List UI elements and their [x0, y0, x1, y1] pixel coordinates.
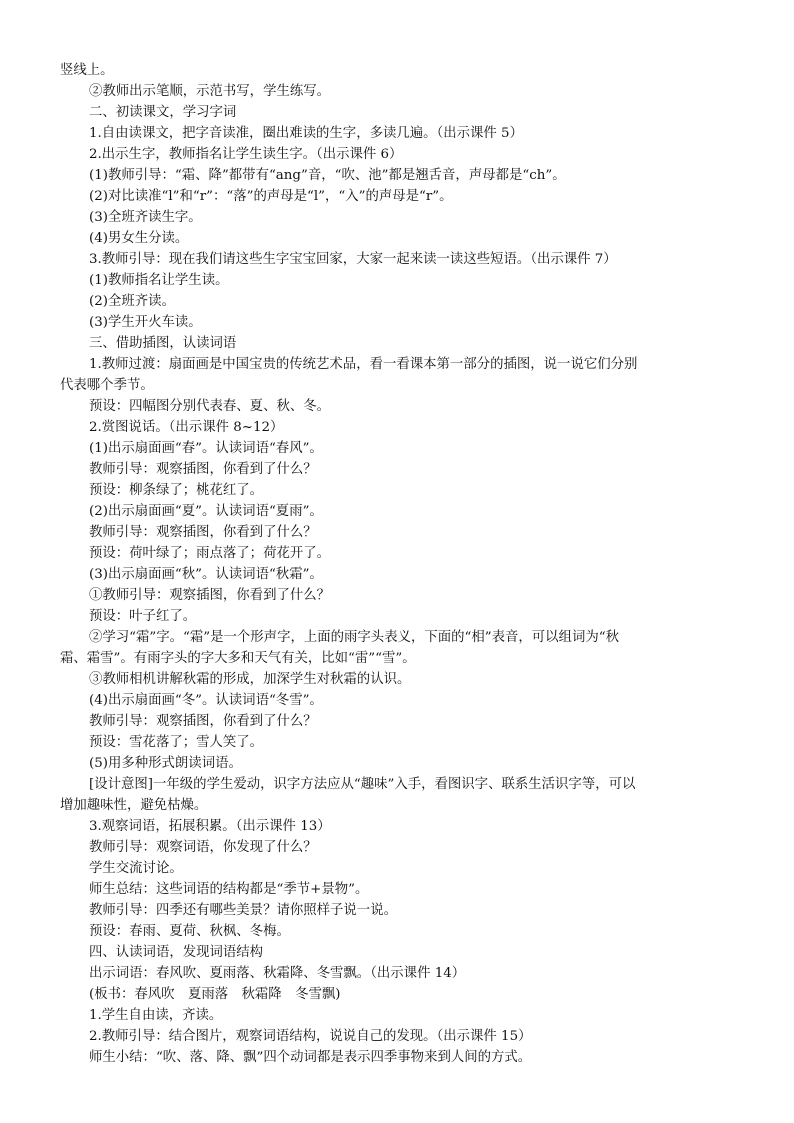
text-line: 霜、霜雪”。有雨字头的字大多和天气有关，比如“雷”“雪”。 [60, 651, 416, 666]
text-line: 增加趣味性，避免枯燥。 [60, 798, 208, 813]
text-line: ①教师引导：观察插图，你看到了什么？ [89, 588, 331, 603]
text-line: 教师引导：四季还有哪些美景？请你照样子说一说。 [89, 903, 397, 918]
text-line: (1)教师引导：“霜、降”都带有“ang”音，“吹、池”都是翘舌音，声母都是“ch”。 [89, 168, 566, 183]
text-line: 2.出示生字，教师指名让学生读生字。（出示课件 6） [89, 147, 403, 162]
text-line: 竖线上。 [60, 63, 114, 78]
text-line: ②学习“霜”字。“霜”是一个形声字，上面的雨字头表义，下面的“相”表音，可以组词为“秋 [89, 630, 619, 645]
text-line: 预设：四幅图分别代表春、夏、秋、冬。 [89, 399, 331, 414]
text-line: 3.教师引导：现在我们请这些生字宝宝回家，大家一起来读一读这些短语。（出示课件 7） [89, 252, 617, 267]
text-line: (3)出示扇面画“秋”。认读词语“秋霜”。 [89, 567, 323, 582]
text-line: 预设：荷叶绿了；雨点落了；荷花开了。 [89, 546, 331, 561]
text-line: 1.教师过渡：扇面画是中国宝贵的传统艺术品，看一看课本第一部分的插图，说一说它们分别 [89, 357, 638, 372]
section-heading: 三、借助插图，认读词语 [89, 336, 237, 351]
text-line: 预设：雪花落了；雪人笑了。 [89, 735, 264, 750]
text-line: 2.赏图说话。（出示课件 8~12） [89, 420, 284, 435]
text-line: (2)出示扇面画“夏”。认读词语“夏雨”。 [89, 504, 323, 519]
text-line: 教师引导：观察插图，你看到了什么？ [89, 462, 317, 477]
text-line: 学生交流讨论。 [89, 861, 183, 876]
text-line: 预设：叶子红了。 [89, 609, 197, 624]
board-writing: (板书：春风吹 夏雨落 秋霜降 冬雪飘) [89, 987, 341, 1002]
text-line: (5)用多种形式朗读词语。 [89, 756, 242, 771]
text-line: ②教师出示笔顺，示范书写，学生练写。 [89, 84, 331, 99]
text-line: 预设：春雨、夏荷、秋枫、冬梅。 [89, 924, 290, 939]
design-intent-note: [设计意图]一年级的学生爱动，识字方法应从“趣味”入手，看图识字、联系生活识字等，可以 [89, 777, 636, 792]
text-line: 教师引导：观察插图，你看到了什么？ [89, 714, 317, 729]
text-line: (3)学生开火车读。 [89, 315, 202, 330]
text-line: 师生总结：这些词语的结构都是“季节+景物”。 [89, 882, 369, 897]
text-line: 教师引导：观察词语，你发现了什么？ [89, 840, 317, 855]
text-line: (4)出示扇面画“冬”。认读词语“冬雪”。 [89, 693, 323, 708]
text-line: 预设：柳条绿了；桃花红了。 [89, 483, 264, 498]
section-heading: 二、初读课文，学习字词 [89, 105, 237, 120]
text-line: (2)全班齐读。 [89, 294, 175, 309]
text-line: 师生小结：“吹、落、降、飘”四个动词都是表示四季事物来到人间的方式。 [89, 1050, 532, 1065]
section-heading: 四、认读词语，发现词语结构 [89, 945, 264, 960]
text-line: (2)对比读准“l”和“r”：“落”的声母是“l”，“入”的声母是“r”。 [89, 189, 453, 204]
text-line: (1)教师指名让学生读。 [89, 273, 229, 288]
text-line: (1)出示扇面画“春”。认读词语“春风”。 [89, 441, 323, 456]
text-line: 代表哪个季节。 [60, 378, 154, 393]
text-line: 教师引导：观察插图，你看到了什么？ [89, 525, 317, 540]
text-line: 2.教师引导：结合图片，观察词语结构，说说自己的发现。（出示课件 15） [89, 1029, 532, 1044]
text-line: 1.自由读课文，把字音读准，圈出难读的生字，多读几遍。（出示课件 5） [89, 126, 523, 141]
text-line: 3.观察词语，拓展积累。（出示课件 13） [89, 819, 331, 834]
text-line: 1.学生自由读，齐读。 [89, 1008, 223, 1023]
text-line: 出示词语：春风吹、夏雨落、秋霜降、冬雪飘。（出示课件 14） [89, 966, 466, 981]
text-line: (3)全班齐读生字。 [89, 210, 202, 225]
text-line: ③教师相机讲解秋霜的形成，加深学生对秋霜的认识。 [89, 672, 411, 687]
text-line: (4)男女生分读。 [89, 231, 189, 246]
